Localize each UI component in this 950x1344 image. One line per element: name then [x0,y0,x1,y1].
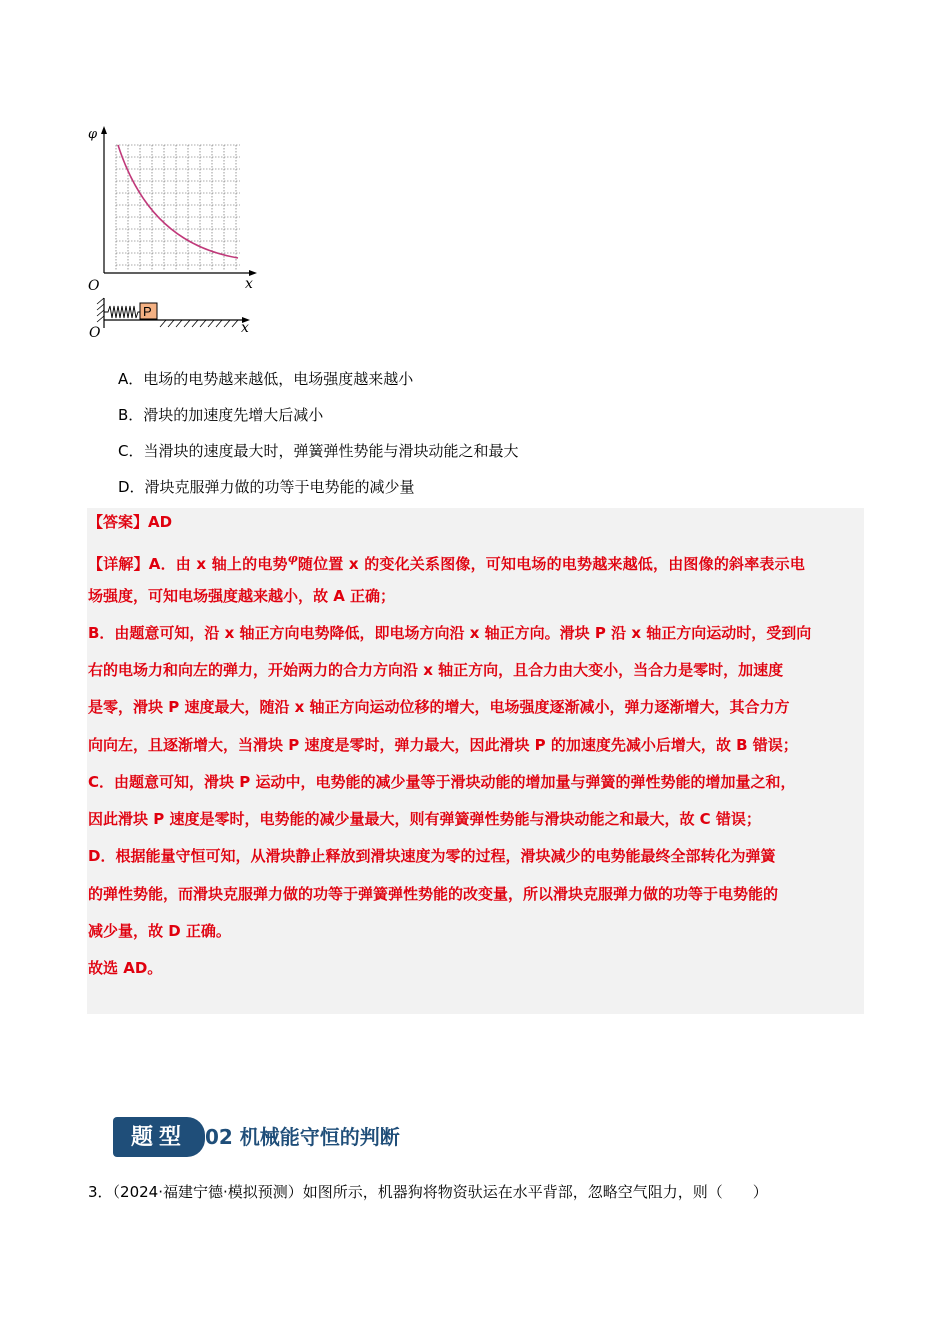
origin-label: O [88,278,100,294]
option-c: C．当滑块的速度最大时，弹簧弹性势能与滑块动能之和最大 [118,442,519,460]
option-a: A．电场的电势越来越低，电场强度越来越小 [118,370,414,388]
phi-axis-label: φ [88,127,98,142]
y-axis-arrow [101,126,107,134]
option-d: D．滑块克服弹力做的功等于电势能的减少量 [118,478,415,496]
detail-line-4: 是零，滑块 P 速度最大，随沿 x 轴正方向运动位移的增大，电场强度逐渐减小，弹力逐渐增大，其合力方 [88,698,790,716]
detail-line-0 [88,549,805,574]
answer-label: 【答案】AD [88,513,173,531]
detail-line-6: C．由题意可知，滑块 P 运动中，电势能的减少量等于滑块动能的增加量与弹簧的弹性势能的增加量之和， [88,773,796,791]
phi-curve [118,145,238,258]
block-label: P [143,304,152,319]
x-label-bottom: x [241,320,249,336]
detail-line-10: 减少量，故 D 正确。 [88,922,231,940]
detail-line-8: D．根据能量守恒可知，从滑块静止释放到滑块速度为零的过程，滑块减少的电势能最终全部转化为弹簧 [88,847,776,865]
question-type-badge: 题型 [113,1117,205,1157]
detail-line-5: 向向左，且逐渐增大，当滑块 P 速度是零时，弹力最大，因此滑块 P 的加速度先减小后增大，故 B 错误； [88,736,798,754]
spring [104,306,140,318]
phi-x-graph-figure [80,118,280,343]
wall-hatch [97,298,104,322]
detail-line-1: 场强度，可知电场强度越来越小，故 A 正确； [88,587,396,605]
grid [116,145,240,270]
detail-line-2: B．由题意可知，沿 x 轴正方向电势降低，即电场方向沿 x 轴正方向。滑块 P 沿 x 轴正方向运动时，受到向 [88,624,812,642]
origin-label-bottom: O [89,325,101,341]
question-type-title: 02 机械能守恒的判断 [205,1125,400,1149]
ground-hatch [160,320,238,327]
question-3: 3．（2024·福建宁德·模拟预测）如图所示，机器狗将物资驮运在水平背部，忽略空气阻力，则（ ） [88,1183,768,1201]
detail-line-7: 因此滑块 P 速度是零时，电势能的减少量最大，则有弹簧弹性势能与滑块动能之和最大，故 C 错误； [88,810,761,828]
question-type-header [113,1117,433,1157]
detail-head: 【详解】A．由 x 轴上的电势 [88,555,288,573]
detail-line-9: 的弹性势能，而滑块克服弹力做的功等于弹簧弹性势能的改变量，所以滑块克服弹力做的功等于电势能的 [88,885,779,903]
detail-phi: φ [287,552,298,565]
detail-tail: 随位置 x 的变化关系图像，可知电场的电势越来越低，由图像的斜率表示电 [297,555,806,573]
x-axis-label: x [245,276,253,292]
option-b: B．滑块的加速度先增大后减小 [118,406,324,424]
detail-line-11: 故选 AD。 [88,959,163,977]
detail-line-3: 右的电场力和向左的弹力，开始两力的合力方向沿 x 轴正方向，且合力由大变小，当合力是零时，加速度 [88,661,784,679]
